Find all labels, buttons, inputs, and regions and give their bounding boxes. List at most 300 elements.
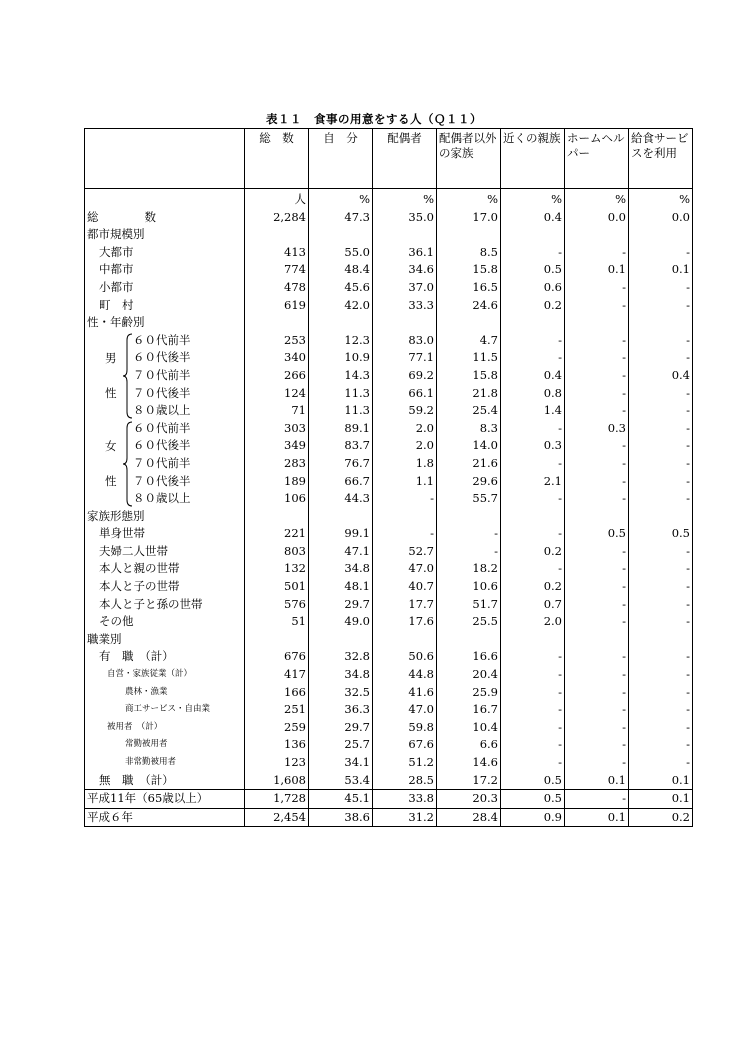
value-cell: -: [565, 437, 629, 455]
row-label: 総 数: [87, 209, 156, 224]
value-cell: -: [501, 455, 565, 473]
value-cell: [629, 314, 693, 332]
value-cell: 29.7: [309, 719, 373, 737]
value-cell: 51.2: [373, 754, 437, 772]
value-cell: 0.5: [629, 525, 693, 543]
row-label: ７０代前半: [133, 367, 191, 382]
value-cell: 44.3: [309, 490, 373, 508]
value-cell: 44.8: [373, 666, 437, 684]
value-cell: 55.7: [437, 490, 501, 508]
table-row: [85, 808, 693, 827]
table-row: [85, 490, 693, 508]
value-cell: 123: [245, 754, 309, 772]
table-row: [85, 385, 693, 403]
row-label: ７０代後半: [133, 385, 191, 400]
value-cell: 51.7: [437, 596, 501, 614]
table-row: [85, 437, 693, 455]
value-cell: -: [565, 666, 629, 684]
value-cell: 10.9: [309, 349, 373, 367]
value-cell: 50.6: [373, 648, 437, 666]
table-row: [85, 560, 693, 578]
value-cell: -: [629, 455, 693, 473]
value-cell: 66.1: [373, 385, 437, 403]
value-cell: 38.6: [309, 808, 373, 827]
value-cell: 0.1: [629, 772, 693, 790]
value-cell: 47.1: [309, 543, 373, 561]
unit-cell: %: [501, 189, 565, 209]
table-row: [85, 543, 693, 561]
value-cell: 59.2: [373, 402, 437, 420]
value-cell: 18.2: [437, 560, 501, 578]
table-row: [85, 244, 693, 262]
header-helper: ホームヘルパー: [565, 129, 629, 189]
value-cell: [629, 226, 693, 244]
value-cell: 1,608: [245, 772, 309, 790]
value-cell: 31.2: [373, 808, 437, 827]
value-cell: 14.0: [437, 437, 501, 455]
value-cell: [373, 631, 437, 649]
value-cell: 0.2: [501, 578, 565, 596]
value-cell: -: [629, 473, 693, 491]
value-cell: -: [565, 754, 629, 772]
table-row: [85, 754, 693, 772]
value-cell: -: [565, 578, 629, 596]
value-cell: 676: [245, 648, 309, 666]
table-row: [85, 525, 693, 543]
value-cell: 32.8: [309, 648, 373, 666]
row-label: 常勤被用者: [125, 739, 168, 750]
value-cell: 83.7: [309, 437, 373, 455]
value-cell: 48.4: [309, 261, 373, 279]
value-cell: 0.5: [565, 525, 629, 543]
value-cell: -: [629, 279, 693, 297]
header-relatives: 近くの親族: [501, 129, 565, 189]
value-cell: [245, 226, 309, 244]
value-cell: [565, 508, 629, 526]
value-cell: 2,284: [245, 209, 309, 227]
value-cell: -: [565, 790, 629, 809]
value-cell: -: [501, 736, 565, 754]
value-cell: 20.4: [437, 666, 501, 684]
value-cell: 417: [245, 666, 309, 684]
row-label: 有 職 （計）: [99, 649, 174, 664]
row-label: ８０歳以上: [133, 491, 191, 506]
table-row: [85, 314, 693, 332]
value-cell: 0.1: [565, 261, 629, 279]
value-cell: 59.8: [373, 719, 437, 737]
value-cell: 14.3: [309, 367, 373, 385]
value-cell: 47.3: [309, 209, 373, 227]
value-cell: [309, 508, 373, 526]
row-label: 非常勤被用者: [125, 757, 177, 767]
value-cell: 12.3: [309, 332, 373, 350]
male-side-label: 男: [105, 350, 117, 365]
table-row: [85, 666, 693, 684]
value-cell: 10.6: [437, 578, 501, 596]
header-self: 自 分: [309, 129, 373, 189]
value-cell: 45.1: [309, 790, 373, 809]
value-cell: 283: [245, 455, 309, 473]
unit-cell: %: [629, 189, 693, 209]
table-row: [85, 261, 693, 279]
value-cell: 42.0: [309, 297, 373, 315]
value-cell: -: [565, 385, 629, 403]
value-cell: 76.7: [309, 455, 373, 473]
value-cell: 17.0: [437, 209, 501, 227]
table-row: [85, 367, 693, 385]
row-label: 本人と親の世帯: [99, 561, 180, 576]
value-cell: -: [629, 560, 693, 578]
value-cell: 803: [245, 543, 309, 561]
header-meal-service: 給食サービスを利用: [629, 129, 693, 189]
value-cell: 1.4: [501, 402, 565, 420]
value-cell: 24.6: [437, 297, 501, 315]
table-row: [85, 719, 693, 737]
value-cell: [565, 226, 629, 244]
value-cell: -: [501, 244, 565, 262]
value-cell: -: [629, 402, 693, 420]
header-family: 配偶者以外の家族: [437, 129, 501, 189]
value-cell: -: [501, 332, 565, 350]
value-cell: -: [565, 543, 629, 561]
row-label: 無 職 （計）: [99, 772, 174, 787]
value-cell: [309, 631, 373, 649]
row-label: 町 村: [99, 297, 134, 312]
value-cell: 0.1: [565, 772, 629, 790]
value-cell: -: [501, 666, 565, 684]
value-cell: 33.3: [373, 297, 437, 315]
value-cell: -: [565, 684, 629, 702]
row-label: ６０代後半: [133, 350, 191, 365]
value-cell: 36.1: [373, 244, 437, 262]
value-cell: 37.0: [373, 279, 437, 297]
row-label: 中都市: [99, 262, 134, 277]
value-cell: 66.7: [309, 473, 373, 491]
header-blank: [85, 129, 245, 189]
value-cell: [245, 314, 309, 332]
value-cell: [629, 508, 693, 526]
value-cell: -: [629, 490, 693, 508]
data-table: [84, 128, 693, 827]
value-cell: -: [565, 455, 629, 473]
value-cell: 106: [245, 490, 309, 508]
value-cell: 49.0: [309, 613, 373, 631]
table-row: [85, 473, 693, 491]
value-cell: 0.0: [565, 209, 629, 227]
value-cell: -: [629, 736, 693, 754]
value-cell: 0.2: [629, 808, 693, 827]
value-cell: 51: [245, 613, 309, 631]
row-label: 職業別: [87, 631, 122, 646]
value-cell: 0.3: [501, 437, 565, 455]
table-row: [85, 578, 693, 596]
value-cell: 576: [245, 596, 309, 614]
value-cell: -: [565, 402, 629, 420]
value-cell: -: [565, 367, 629, 385]
value-cell: -: [629, 648, 693, 666]
value-cell: [565, 314, 629, 332]
row-label: 本人と子の世帯: [99, 579, 180, 594]
value-cell: 89.1: [309, 420, 373, 438]
table-row: [85, 736, 693, 754]
value-cell: -: [629, 701, 693, 719]
value-cell: 16.7: [437, 701, 501, 719]
value-cell: 413: [245, 244, 309, 262]
row-label: ７０代前半: [133, 455, 191, 470]
row-label: 都市規模別: [87, 227, 145, 242]
value-cell: 0.1: [565, 808, 629, 827]
row-label: 単身世帯: [99, 526, 145, 541]
value-cell: 0.9: [501, 808, 565, 827]
value-cell: [245, 631, 309, 649]
value-cell: [373, 508, 437, 526]
value-cell: -: [437, 543, 501, 561]
value-cell: 0.4: [629, 367, 693, 385]
value-cell: [437, 631, 501, 649]
value-cell: 1,728: [245, 790, 309, 809]
value-cell: -: [629, 719, 693, 737]
value-cell: 349: [245, 437, 309, 455]
table-row: [85, 349, 693, 367]
table-row: [85, 701, 693, 719]
row-label: ８０歳以上: [133, 403, 191, 418]
value-cell: [373, 226, 437, 244]
value-cell: -: [501, 684, 565, 702]
value-cell: 17.6: [373, 613, 437, 631]
value-cell: 28.5: [373, 772, 437, 790]
value-cell: 21.8: [437, 385, 501, 403]
value-cell: 29.7: [309, 596, 373, 614]
row-label: 被用者 （計）: [107, 721, 163, 732]
value-cell: -: [501, 525, 565, 543]
table-title: 表１１ 食事の用意をする人（Ｑ１１）: [266, 112, 482, 126]
value-cell: 619: [245, 297, 309, 315]
unit-cell: %: [309, 189, 373, 209]
value-cell: 25.4: [437, 402, 501, 420]
table-row: [85, 332, 693, 350]
value-cell: 40.7: [373, 578, 437, 596]
female-side-label: 女: [105, 438, 117, 453]
value-cell: 34.6: [373, 261, 437, 279]
value-cell: [501, 631, 565, 649]
table-row: [85, 279, 693, 297]
table-row: [85, 684, 693, 702]
value-cell: 20.3: [437, 790, 501, 809]
value-cell: -: [629, 349, 693, 367]
value-cell: 0.1: [629, 790, 693, 809]
value-cell: [565, 631, 629, 649]
value-cell: 52.7: [373, 543, 437, 561]
value-cell: 2.0: [501, 613, 565, 631]
value-cell: 2,454: [245, 808, 309, 827]
value-cell: 17.2: [437, 772, 501, 790]
value-cell: 166: [245, 684, 309, 702]
table-row: [85, 596, 693, 614]
value-cell: 55.0: [309, 244, 373, 262]
value-cell: [501, 508, 565, 526]
value-cell: 32.5: [309, 684, 373, 702]
value-cell: [437, 508, 501, 526]
female-side-label: 性: [105, 473, 117, 488]
value-cell: 774: [245, 261, 309, 279]
value-cell: 48.1: [309, 578, 373, 596]
row-label: ６０代前半 女 性: [85, 420, 245, 438]
value-cell: [629, 631, 693, 649]
value-cell: 266: [245, 367, 309, 385]
row-label: 夫婦二人世帯: [99, 543, 168, 558]
row-label: ７０代後半: [133, 473, 191, 488]
value-cell: 2.1: [501, 473, 565, 491]
row-label: ６０代前半 男 性: [85, 332, 245, 350]
row-label: 平成11年（65歳以上）: [85, 790, 245, 809]
table-row: [85, 508, 693, 526]
value-cell: -: [565, 279, 629, 297]
row-label: 性・年齢別: [87, 315, 145, 330]
table-row: [85, 297, 693, 315]
value-cell: 36.3: [309, 701, 373, 719]
value-cell: 303: [245, 420, 309, 438]
value-cell: 0.7: [501, 596, 565, 614]
value-cell: -: [629, 244, 693, 262]
value-cell: -: [501, 490, 565, 508]
value-cell: 77.1: [373, 349, 437, 367]
value-cell: 17.7: [373, 596, 437, 614]
value-cell: 16.6: [437, 648, 501, 666]
value-cell: 11.3: [309, 402, 373, 420]
value-cell: 71: [245, 402, 309, 420]
value-cell: -: [629, 297, 693, 315]
value-cell: -: [565, 701, 629, 719]
value-cell: 0.1: [629, 261, 693, 279]
value-cell: 33.8: [373, 790, 437, 809]
value-cell: 478: [245, 279, 309, 297]
value-cell: 132: [245, 560, 309, 578]
value-cell: 0.2: [501, 543, 565, 561]
value-cell: -: [629, 543, 693, 561]
value-cell: 340: [245, 349, 309, 367]
value-cell: 47.0: [373, 560, 437, 578]
value-cell: 189: [245, 473, 309, 491]
value-cell: -: [565, 297, 629, 315]
value-cell: 253: [245, 332, 309, 350]
value-cell: -: [501, 349, 565, 367]
value-cell: -: [437, 525, 501, 543]
value-cell: [309, 314, 373, 332]
value-cell: 124: [245, 385, 309, 403]
value-cell: 34.8: [309, 560, 373, 578]
value-cell: [245, 508, 309, 526]
value-cell: 136: [245, 736, 309, 754]
table-row: [85, 772, 693, 790]
value-cell: -: [565, 244, 629, 262]
row-label: ６０代後半: [133, 438, 191, 453]
value-cell: -: [629, 684, 693, 702]
value-cell: 11.3: [309, 385, 373, 403]
value-cell: 0.5: [501, 261, 565, 279]
table-row: [85, 790, 693, 809]
value-cell: 0.4: [501, 209, 565, 227]
header-total: 総 数: [245, 129, 309, 189]
value-cell: 2.0: [373, 437, 437, 455]
value-cell: 25.7: [309, 736, 373, 754]
value-cell: -: [565, 736, 629, 754]
table-row: [85, 209, 693, 227]
value-cell: 221: [245, 525, 309, 543]
table-row: [85, 402, 693, 420]
value-cell: 0.8: [501, 385, 565, 403]
value-cell: 67.6: [373, 736, 437, 754]
row-label: 小都市: [99, 279, 134, 294]
unit-cell: %: [437, 189, 501, 209]
value-cell: 0.3: [565, 420, 629, 438]
value-cell: [501, 314, 565, 332]
value-cell: -: [565, 596, 629, 614]
value-cell: -: [629, 596, 693, 614]
value-cell: -: [501, 754, 565, 772]
value-cell: -: [629, 420, 693, 438]
unit-cell: %: [373, 189, 437, 209]
row-label: 本人と子と孫の世帯: [99, 596, 203, 611]
value-cell: -: [565, 648, 629, 666]
value-cell: -: [501, 420, 565, 438]
table-row: [85, 455, 693, 473]
value-cell: 4.7: [437, 332, 501, 350]
value-cell: 83.0: [373, 332, 437, 350]
unit-cell: 人: [245, 189, 309, 209]
value-cell: -: [629, 613, 693, 631]
value-cell: -: [629, 332, 693, 350]
value-cell: 21.6: [437, 455, 501, 473]
value-cell: -: [501, 719, 565, 737]
value-cell: -: [373, 525, 437, 543]
value-cell: 53.4: [309, 772, 373, 790]
value-cell: 0.2: [501, 297, 565, 315]
value-cell: [309, 226, 373, 244]
value-cell: 45.6: [309, 279, 373, 297]
value-cell: 10.4: [437, 719, 501, 737]
value-cell: 251: [245, 701, 309, 719]
value-cell: 1.8: [373, 455, 437, 473]
value-cell: 47.0: [373, 701, 437, 719]
value-cell: -: [565, 349, 629, 367]
value-cell: [437, 314, 501, 332]
value-cell: -: [565, 560, 629, 578]
header-row: [85, 129, 693, 189]
value-cell: 25.9: [437, 684, 501, 702]
value-cell: -: [629, 754, 693, 772]
value-cell: 8.5: [437, 244, 501, 262]
unit-cell: %: [565, 189, 629, 209]
value-cell: -: [565, 473, 629, 491]
value-cell: -: [501, 701, 565, 719]
value-cell: -: [373, 490, 437, 508]
value-cell: 28.4: [437, 808, 501, 827]
value-cell: 35.0: [373, 209, 437, 227]
unit-row: [85, 189, 693, 209]
value-cell: 1.1: [373, 473, 437, 491]
row-label: 農林・漁業: [125, 686, 168, 697]
value-cell: 29.6: [437, 473, 501, 491]
value-cell: [373, 314, 437, 332]
value-cell: 25.5: [437, 613, 501, 631]
value-cell: 259: [245, 719, 309, 737]
table-row: [85, 226, 693, 244]
value-cell: 34.8: [309, 666, 373, 684]
value-cell: 15.8: [437, 367, 501, 385]
value-cell: 14.6: [437, 754, 501, 772]
value-cell: 34.1: [309, 754, 373, 772]
value-cell: 0.4: [501, 367, 565, 385]
